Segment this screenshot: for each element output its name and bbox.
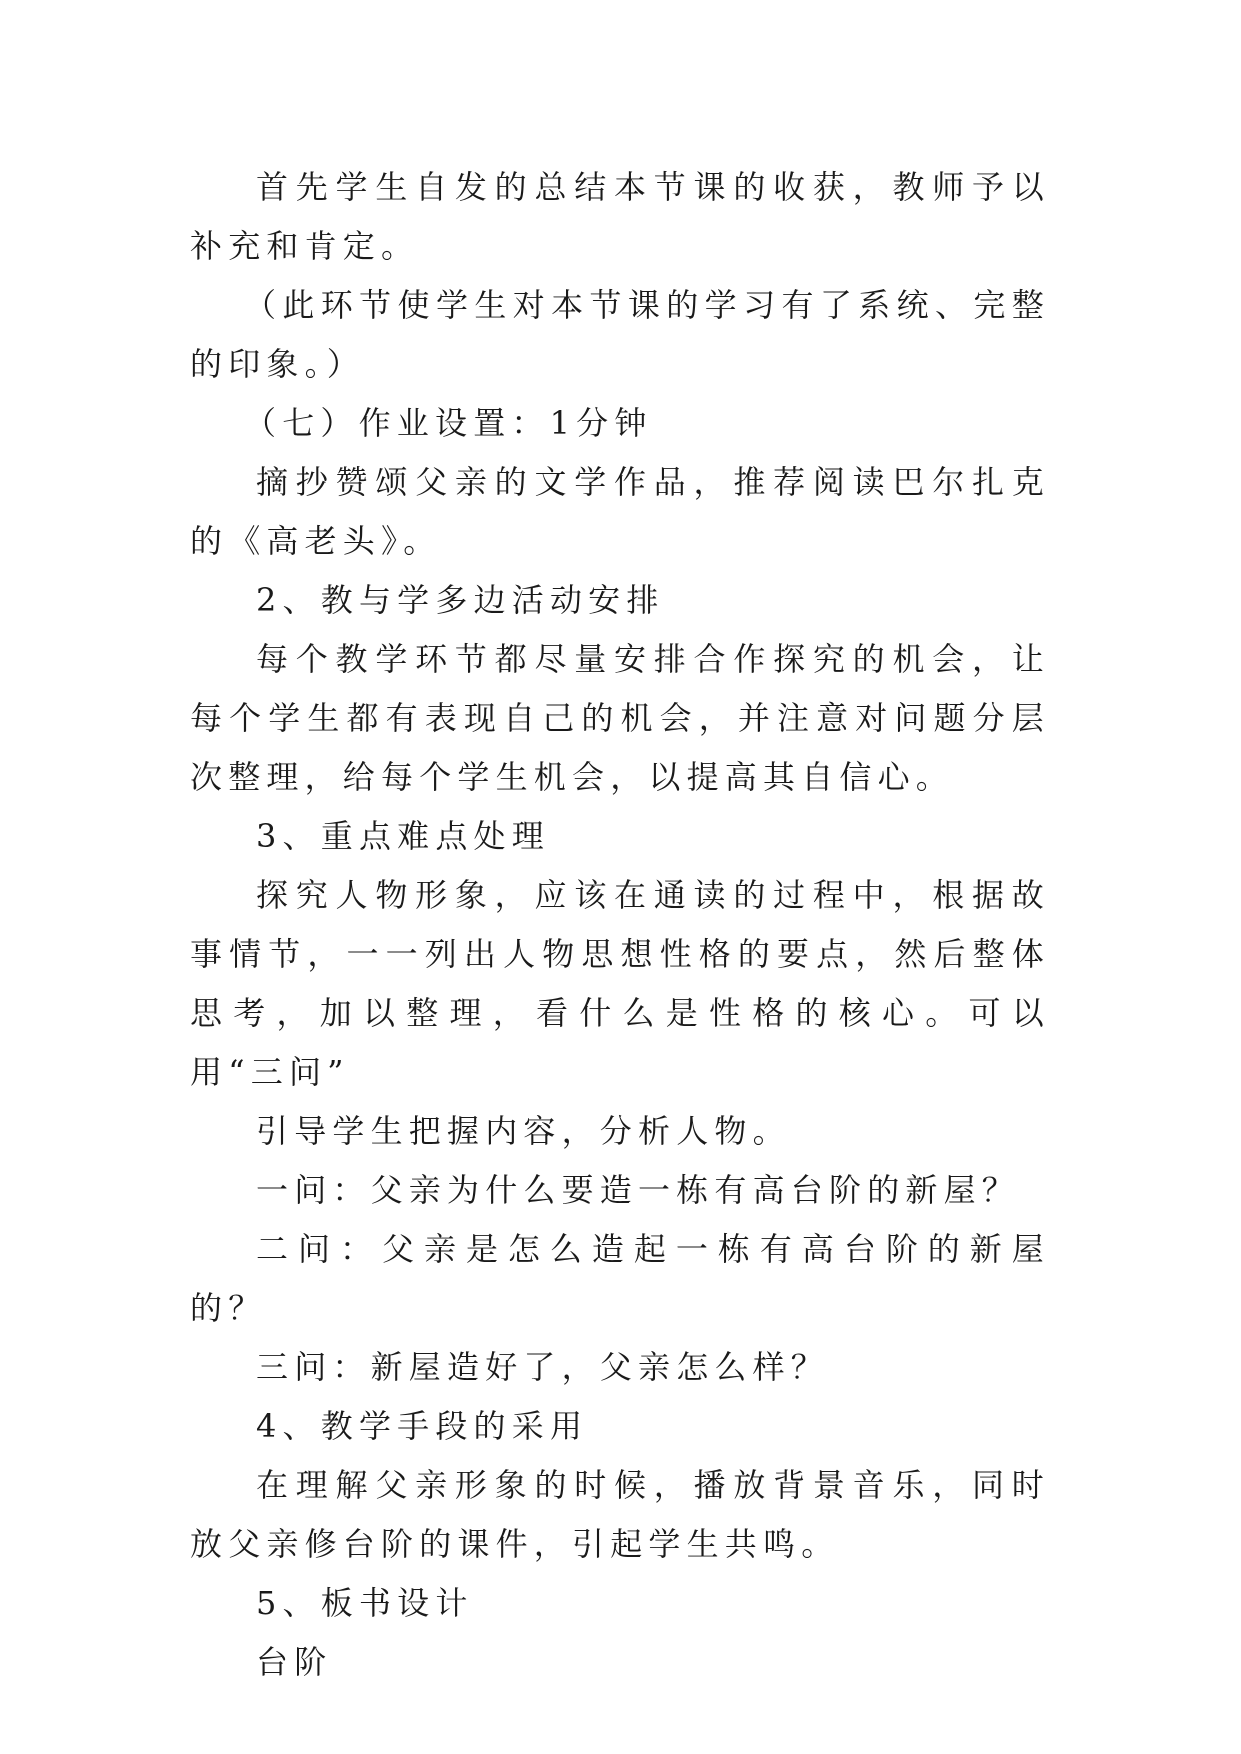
paragraph-teaching-means: 在理解父亲形象的时候，播放背景音乐，同时放父亲修台阶的课件，引起学生共鸣。 xyxy=(190,1466,1050,1563)
paragraph-activities: 每个教学环节都尽量安排合作探究的机会，让每个学生都有表现自己的机会，并注意对问题分层次整理，给每个学生机会，以提高其自信心。 xyxy=(190,640,1050,796)
question-three: 三问：新屋造好了，父亲怎么样？ xyxy=(256,1348,830,1386)
heading-teaching-means: 4、教学手段的采用 xyxy=(256,1407,589,1445)
paragraph-summary-note: （此环节使学生对本节课的学习有了系统、完整的印象。） xyxy=(190,286,1050,383)
question-two: 二问：父亲是怎么造起一栋有高台阶的新屋的？ xyxy=(190,1230,1050,1327)
heading-blackboard: 5、板书设计 xyxy=(256,1584,474,1622)
paragraph-summary: 首先学生自发的总结本节课的收获，教师予以补充和肯定。 xyxy=(190,168,1050,265)
heading-homework: （七）作业设置：1分钟 xyxy=(244,404,653,442)
heading-key-points: 3、重点难点处理 xyxy=(256,817,550,855)
question-one: 一问：父亲为什么要造一栋有高台阶的新屋？ xyxy=(256,1171,1021,1209)
heading-activities: 2、教与学多边活动安排 xyxy=(256,581,665,619)
paragraph-blackboard: 台阶 xyxy=(256,1643,333,1681)
paragraph-guide: 引导学生把握内容，分析人物。 xyxy=(256,1112,791,1150)
document-body xyxy=(190,158,1050,1692)
paragraph-key-points: 探究人物形象，应该在通读的过程中，根据故事情节，一一列出人物思想性格的要点，然后整体思考，加以整理，看什么是性格的核心。可以用“三问” xyxy=(190,876,1050,1091)
paragraph-homework: 摘抄赞颂父亲的文学作品，推荐阅读巴尔扎克的《高老头》。 xyxy=(190,463,1050,560)
